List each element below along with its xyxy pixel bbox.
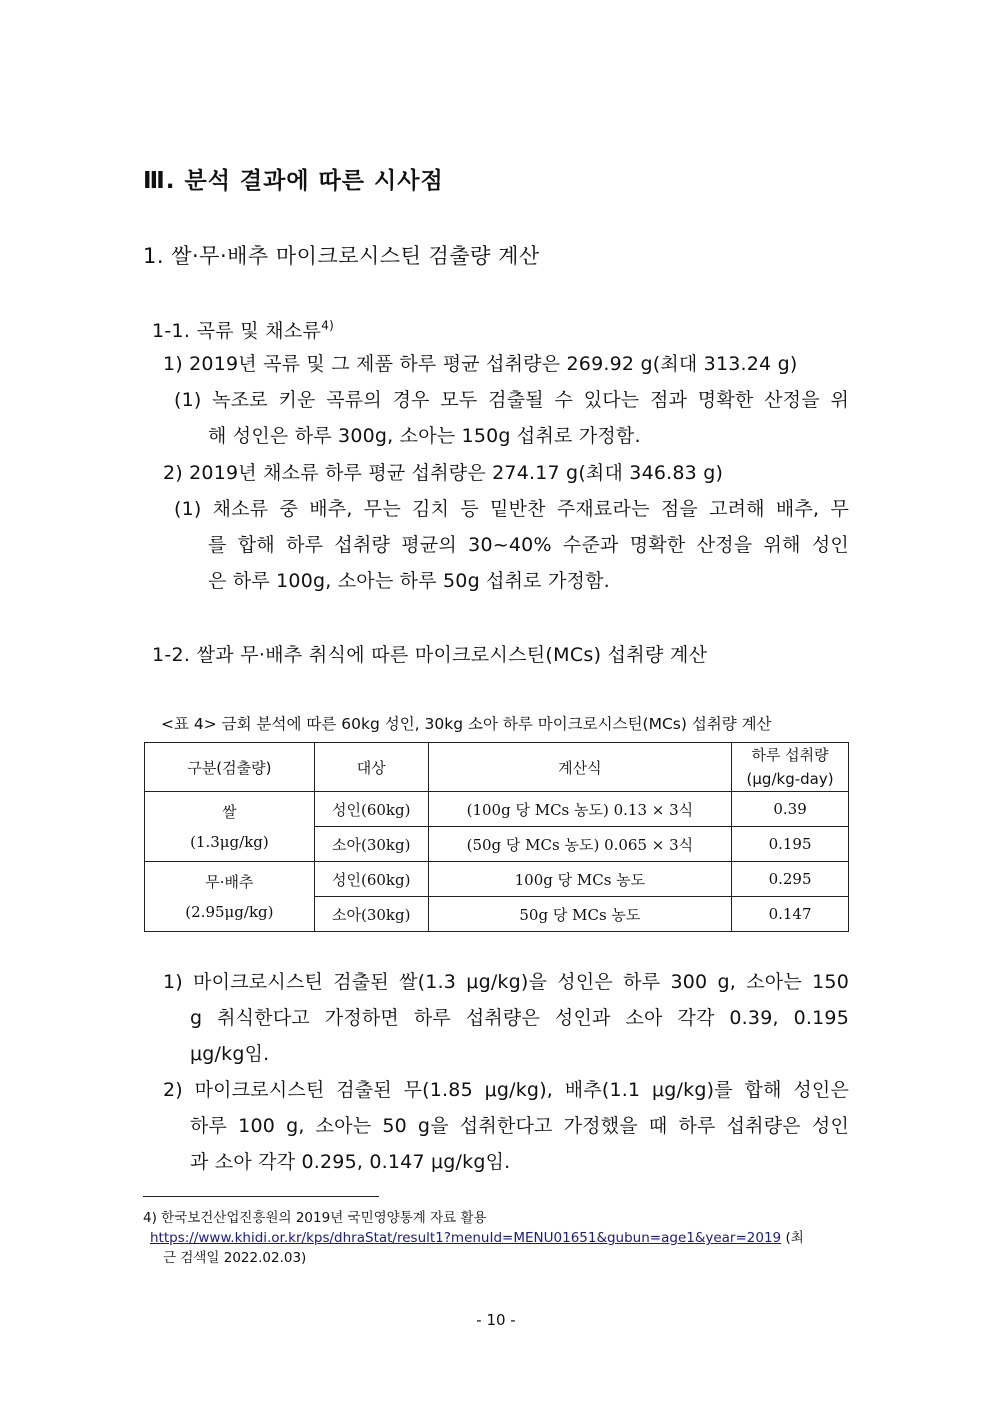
sub11-item1: 1) 2019년 곡류 및 그 제품 하루 평균 섭취량은 269.92 g(최대 313.24 g): [163, 353, 798, 375]
footnote-url-suffix: (최: [781, 1230, 804, 1246]
header-category: 구분(검출량): [145, 743, 315, 792]
subsection-title: 1. 쌀·무·배추 마이크로시스틴 검출량 계산: [143, 244, 540, 268]
cell-formula: (50g 당 MCs 농도) 0.065 × 3식: [428, 827, 731, 862]
group-name: 쌀: [222, 802, 237, 821]
header-intake-line1: 하루 섭취량: [751, 746, 829, 764]
sub11-item1-sub-line1: (1) 녹조로 키운 곡류의 경우 모두 검출될 수 있다는 점과 명확한 산정을 위: [174, 389, 849, 411]
cell-target: 소아(30kg): [314, 827, 428, 862]
intake-table: [144, 742, 849, 932]
sub11-item2-sub-line2: 를 합해 하루 섭취량 평균의 30~40% 수준과 명확한 산정을 위해 성인: [208, 534, 849, 556]
cell-formula: 50g 당 MCs 농도: [428, 897, 731, 932]
cell-intake: 0.195: [732, 827, 849, 862]
cell-formula: 100g 당 MCs 농도: [428, 862, 731, 897]
section-title: Ⅲ. 분석 결과에 따른 시사점: [143, 168, 444, 194]
header-formula: 계산식: [428, 743, 731, 792]
cell-target: 소아(30kg): [314, 897, 428, 932]
sub11-item1-sub-line2: 해 성인은 하루 300g, 소아는 150g 섭취로 가정함.: [208, 425, 641, 447]
sub11-title-text: 1-1. 곡류 및 채소류: [152, 320, 322, 342]
cell-intake: 0.39: [732, 792, 849, 827]
cell-intake: 0.147: [732, 897, 849, 932]
cell-target: 성인(60kg): [314, 792, 428, 827]
table-row: [145, 862, 849, 897]
result2-line1: 2) 마이크로시스틴 검출된 무(1.85 μg/kg), 배추(1.1 μg/kg)를 합해 성인은: [163, 1079, 849, 1101]
result1-line1: 1) 마이크로시스틴 검출된 쌀(1.3 μg/kg)을 성인은 하루 300 g, 소아는 150: [163, 971, 849, 993]
header-intake-line2: (μg/kg-day): [746, 770, 834, 788]
table-row: [145, 792, 849, 827]
group-name: 무·배추: [205, 872, 254, 891]
group-cell-radish-cabbage: [145, 862, 315, 932]
result2-line3: 과 소아 각각 0.295, 0.147 μg/kg임.: [190, 1151, 511, 1173]
footnote-line1: 4) 한국보건산업진흥원의 2019년 국민영양통계 자료 활용: [143, 1210, 487, 1226]
header-intake: [732, 743, 849, 792]
footnote-line3: 근 검색일 2022.02.03): [163, 1250, 307, 1266]
group-cell-rice: [145, 792, 315, 862]
cell-intake: 0.295: [732, 862, 849, 897]
sub11-item2: 2) 2019년 채소류 하루 평균 섭취량은 274.17 g(최대 346.83 g): [163, 462, 724, 484]
cell-formula: (100g 당 MCs 농도) 0.13 × 3식: [428, 792, 731, 827]
group-amount: (1.3μg/kg): [190, 832, 269, 851]
sub12-title: 1-2. 쌀과 무·배추 취식에 따른 마이크로시스틴(MCs) 섭취량 계산: [152, 644, 708, 666]
table-header-row: [145, 743, 849, 792]
footnote-link[interactable]: https://www.khidi.or.kr/kps/dhraStat/result1?menuId=MENU01651&gubun=age1&year=2019: [150, 1230, 782, 1246]
page-number: - 10 -: [476, 1311, 516, 1329]
footnote-ref: 4): [321, 318, 335, 333]
footnote-line2: [150, 1226, 804, 1246]
group-amount: (2.95μg/kg): [185, 902, 274, 921]
result2-line2: 하루 100 g, 소아는 50 g을 섭취한다고 가정했을 때 하루 섭취량은 성인: [190, 1115, 849, 1137]
result1-line2: g 취식한다고 가정하면 하루 섭취량은 성인과 소아 각각 0.39, 0.195: [190, 1007, 849, 1029]
sub11-title: [152, 316, 334, 343]
result1-line3: μg/kg임.: [190, 1043, 270, 1065]
header-target: 대상: [314, 743, 428, 792]
footnote-divider: [143, 1196, 379, 1197]
sub11-item2-sub-line1: (1) 채소류 중 배추, 무는 김치 등 밑반찬 주재료라는 점을 고려해 배추, 무: [174, 498, 849, 520]
table-caption: <표 4> 금회 분석에 따른 60kg 성인, 30kg 소아 하루 마이크로시스틴(MCs) 섭취량 계산: [161, 715, 772, 733]
sub11-item2-sub-line3: 은 하루 100g, 소아는 하루 50g 섭취로 가정함.: [208, 570, 610, 592]
cell-target: 성인(60kg): [314, 862, 428, 897]
